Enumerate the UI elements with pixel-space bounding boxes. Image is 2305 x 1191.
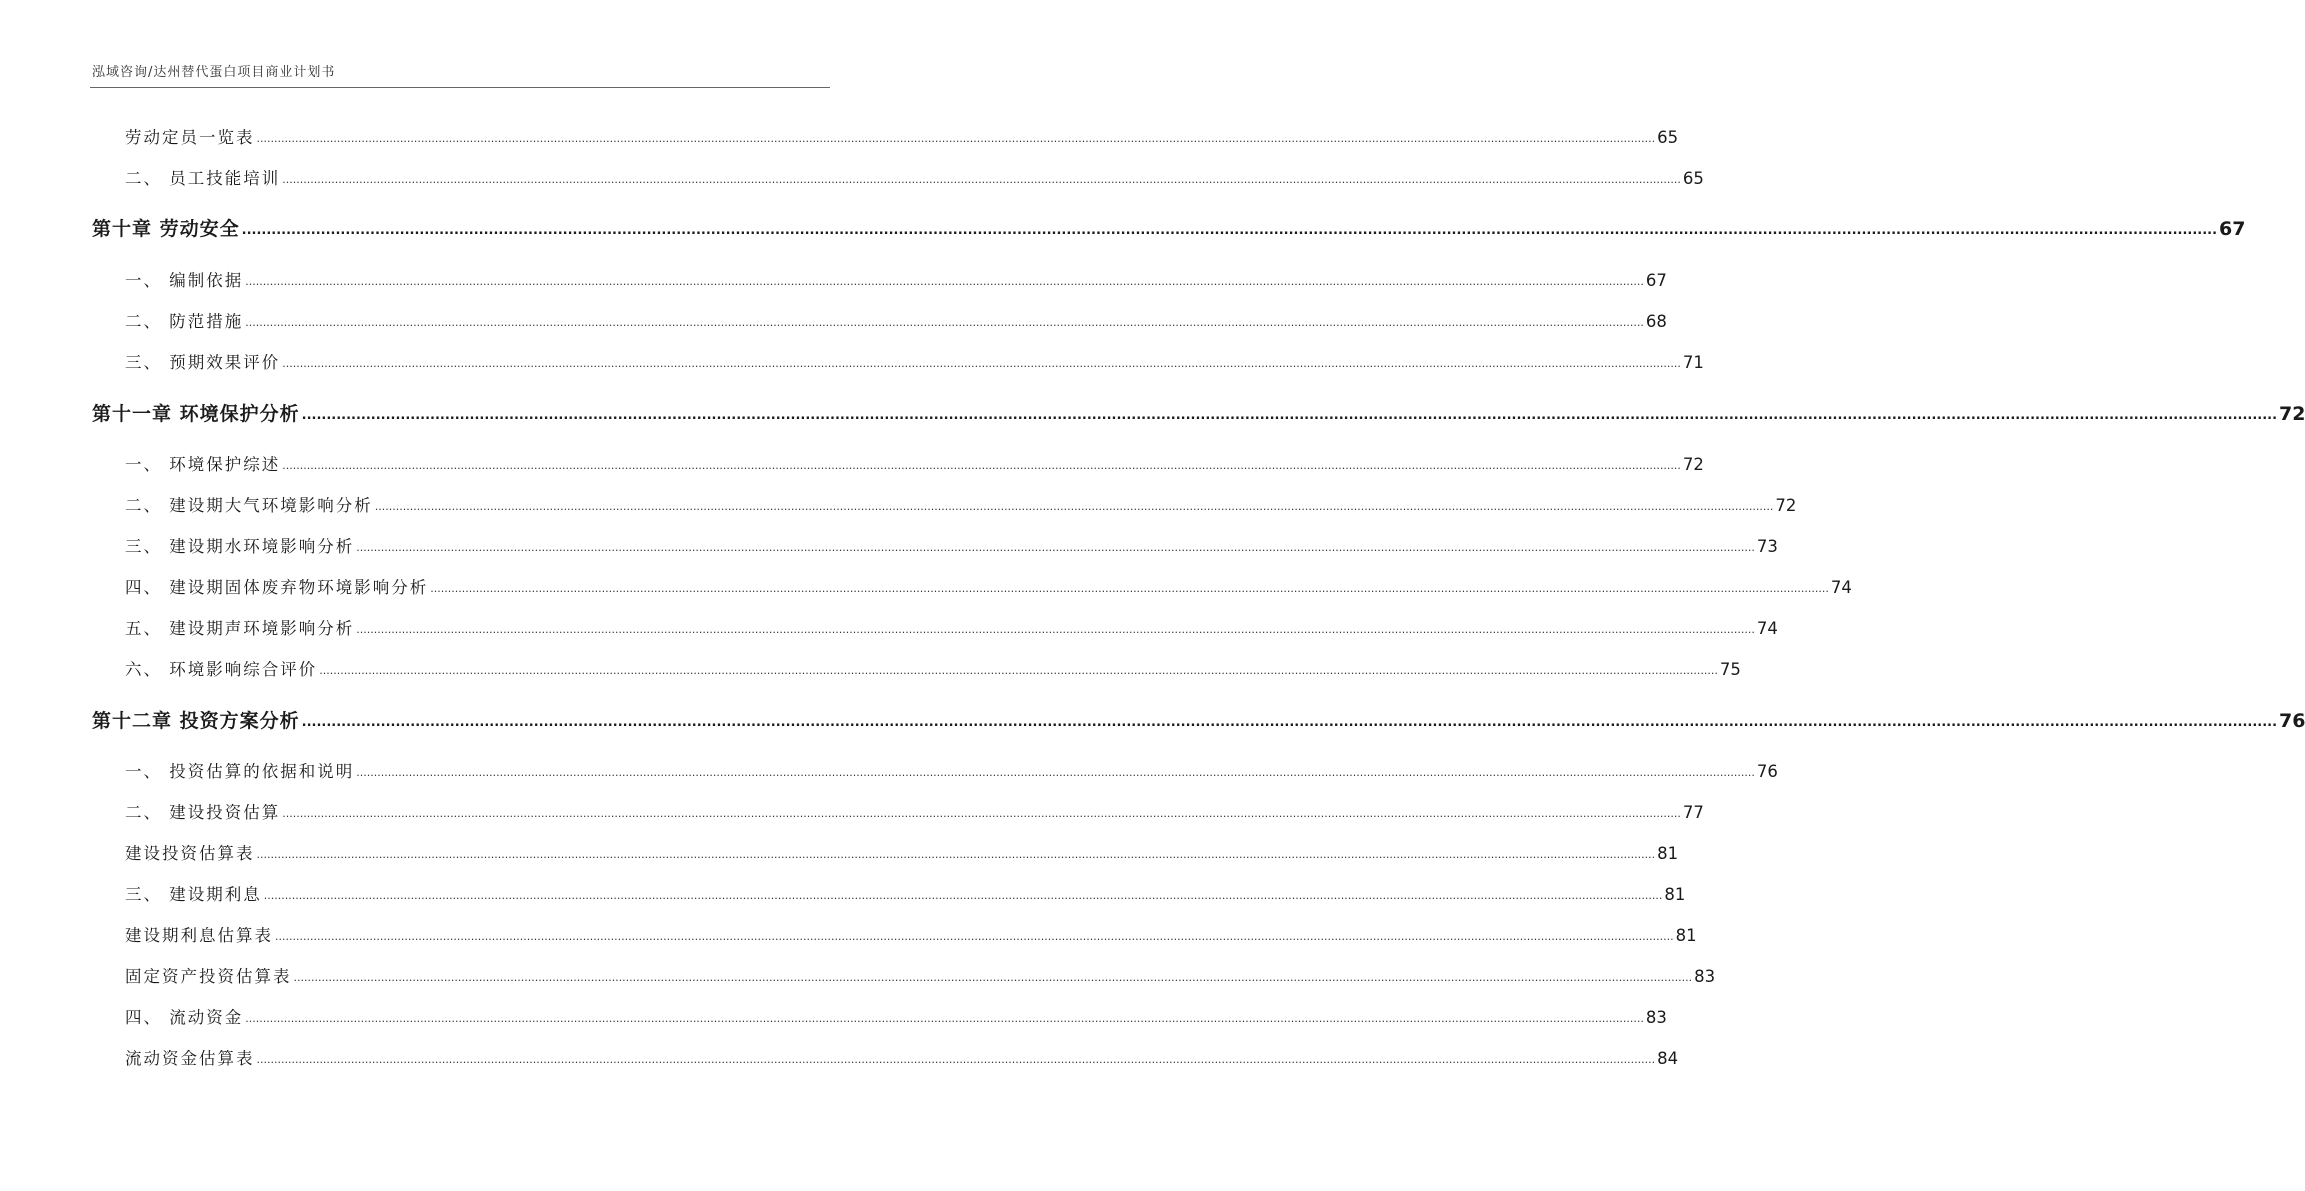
toc-dot-leader: ................................................................................................................................................................................................................................................................................................................................................................................................................ [275, 930, 1674, 943]
toc-page-number: 74 [1756, 619, 1778, 638]
toc-section-entry[interactable] [125, 799, 1704, 823]
toc-page-number: 65 [1657, 128, 1679, 147]
toc-entry-label: 流动资金估算表 [125, 1049, 255, 1068]
toc-dot-leader: ................................................................................................................................................................................................................................................................................................................................................................................................................ [282, 173, 1681, 186]
toc-page-number: 84 [1657, 1049, 1679, 1068]
toc-dot-leader: ................................................................................................................................................................................................................................................................................................................................................................................................................ [374, 500, 1774, 513]
toc-entry-label: 二、 建设投资估算 [125, 803, 281, 822]
toc-entry-label: 二、 防范措施 [125, 312, 244, 331]
toc-page-number: 71 [1682, 353, 1704, 372]
toc-dot-leader: ................................................................................................................................................................................................................................................................................................................................................................................................................ [356, 623, 1755, 636]
toc-page-number: 65 [1682, 169, 1704, 188]
toc-dot-leader: ................................................................................................................................................................................................................................................................................................................................................................................................................ [356, 541, 1755, 554]
toc-entry-label: 一、 编制依据 [125, 271, 244, 290]
toc-page-number: 68 [1645, 312, 1667, 331]
toc-entry-label: 三、 预期效果评价 [125, 353, 281, 372]
toc-dot-leader: ................................................................................................................................................................................................................................................................................................................................................................................................................ [245, 275, 1644, 288]
toc-chapter-entry[interactable] [92, 399, 2305, 426]
toc-section-entry[interactable] [125, 574, 1852, 598]
toc-section-entry[interactable] [125, 1004, 1667, 1028]
toc-page-number: 72 [1775, 496, 1797, 515]
toc-page-number: 76 [1756, 762, 1778, 781]
toc-section-entry[interactable] [125, 451, 1704, 475]
toc-chapter-entry[interactable] [92, 214, 2246, 241]
toc-page-number: 67 [2219, 218, 2246, 240]
toc-entry-label: 二、 建设期大气环境影响分析 [125, 496, 373, 515]
toc-dot-leader: ................................................................................................................................................................................................................................................................................................................................................................................................................ [256, 1053, 1656, 1066]
toc-page-number: 75 [1719, 660, 1741, 679]
toc-entry-label: 六、 环境影响综合评价 [125, 660, 318, 679]
toc-entry-label: 一、 投资估算的依据和说明 [125, 762, 355, 781]
toc-page-number: 73 [1756, 537, 1778, 556]
toc-dot-leader: ................................................................................................................................................................................................................................................................................................................................................................................................................ [256, 132, 1656, 145]
toc-page-number: 81 [1657, 844, 1679, 863]
toc-section-entry[interactable] [125, 349, 1704, 373]
header-divider [90, 87, 830, 88]
toc-section-entry[interactable] [125, 881, 1686, 905]
toc-dot-leader: ................................................................................................................................................................................................................................................................................................................................................................................................................ [430, 582, 1829, 595]
toc-entry-label: 劳动定员一览表 [125, 128, 255, 147]
toc-dot-leader: ................................................................................................................................................................................................................................................................................................................................................................................................................ [245, 316, 1644, 329]
toc-entry-label: 第十章 劳动安全 [92, 218, 240, 240]
toc-entry-label: 建设期利息估算表 [125, 926, 273, 945]
toc-entry-label: 三、 建设期利息 [125, 885, 262, 904]
toc-dot-leader: ................................................................................................................................................................................................................................................................................................................................................................................................................ [241, 223, 2218, 238]
toc-dot-leader: ................................................................................................................................................................................................................................................................................................................................................................................................................ [319, 664, 1718, 677]
page-header-title: 泓域咨询/达州替代蛋白项目商业计划书 [92, 65, 336, 80]
toc-page-number: 83 [1694, 967, 1716, 986]
toc-page-number: 72 [2279, 403, 2305, 425]
toc-section-entry[interactable] [125, 492, 1797, 516]
toc-page-number: 74 [1830, 578, 1852, 597]
toc-page-number: 83 [1645, 1008, 1667, 1027]
toc-page-number: 67 [1645, 271, 1667, 290]
toc-section-entry[interactable] [125, 1045, 1679, 1069]
toc-section-entry[interactable] [125, 615, 1778, 639]
toc-entry-label: 五、 建设期声环境影响分析 [125, 619, 355, 638]
toc-section-entry[interactable] [125, 840, 1679, 864]
toc-entry-label: 第十二章 投资方案分析 [92, 710, 300, 732]
toc-entry-label: 第十一章 环境保护分析 [92, 403, 300, 425]
toc-dot-leader: ................................................................................................................................................................................................................................................................................................................................................................................................................ [301, 715, 2278, 730]
toc-dot-leader: ................................................................................................................................................................................................................................................................................................................................................................................................................ [293, 971, 1693, 984]
toc-page-number: 77 [1682, 803, 1704, 822]
toc-section-entry[interactable] [125, 758, 1778, 782]
toc-dot-leader: ................................................................................................................................................................................................................................................................................................................................................................................................................ [245, 1012, 1644, 1025]
toc-entry-label: 三、 建设期水环境影响分析 [125, 537, 355, 556]
toc-section-entry[interactable] [125, 308, 1667, 332]
toc-section-entry[interactable] [125, 963, 1716, 987]
toc-section-entry[interactable] [125, 165, 1704, 189]
toc-entry-label: 四、 建设期固体废弃物环境影响分析 [125, 578, 429, 597]
toc-section-entry[interactable] [125, 124, 1679, 148]
toc-dot-leader: ................................................................................................................................................................................................................................................................................................................................................................................................................ [301, 408, 2278, 423]
toc-dot-leader: ................................................................................................................................................................................................................................................................................................................................................................................................................ [282, 807, 1681, 820]
toc-page-number: 72 [1682, 455, 1704, 474]
toc-page-number: 76 [2279, 710, 2305, 732]
toc-entry-label: 一、 环境保护综述 [125, 455, 281, 474]
toc-dot-leader: ................................................................................................................................................................................................................................................................................................................................................................................................................ [282, 459, 1681, 472]
toc-entry-label: 固定资产投资估算表 [125, 967, 292, 986]
toc-page-number: 81 [1664, 885, 1686, 904]
toc-chapter-entry[interactable] [92, 706, 2305, 733]
toc-dot-leader: ................................................................................................................................................................................................................................................................................................................................................................................................................ [356, 766, 1755, 779]
toc-section-entry[interactable] [125, 656, 1741, 680]
toc-section-entry[interactable] [125, 922, 1697, 946]
toc-page-number: 81 [1675, 926, 1697, 945]
toc-dot-leader: ................................................................................................................................................................................................................................................................................................................................................................................................................ [256, 848, 1656, 861]
toc-entry-label: 二、 员工技能培训 [125, 169, 281, 188]
toc-section-entry[interactable] [125, 533, 1778, 557]
toc-entry-label: 建设投资估算表 [125, 844, 255, 863]
toc-entry-label: 四、 流动资金 [125, 1008, 244, 1027]
toc-dot-leader: ................................................................................................................................................................................................................................................................................................................................................................................................................ [282, 357, 1681, 370]
toc-section-entry[interactable] [125, 267, 1667, 291]
toc-dot-leader: ................................................................................................................................................................................................................................................................................................................................................................................................................ [263, 889, 1663, 902]
